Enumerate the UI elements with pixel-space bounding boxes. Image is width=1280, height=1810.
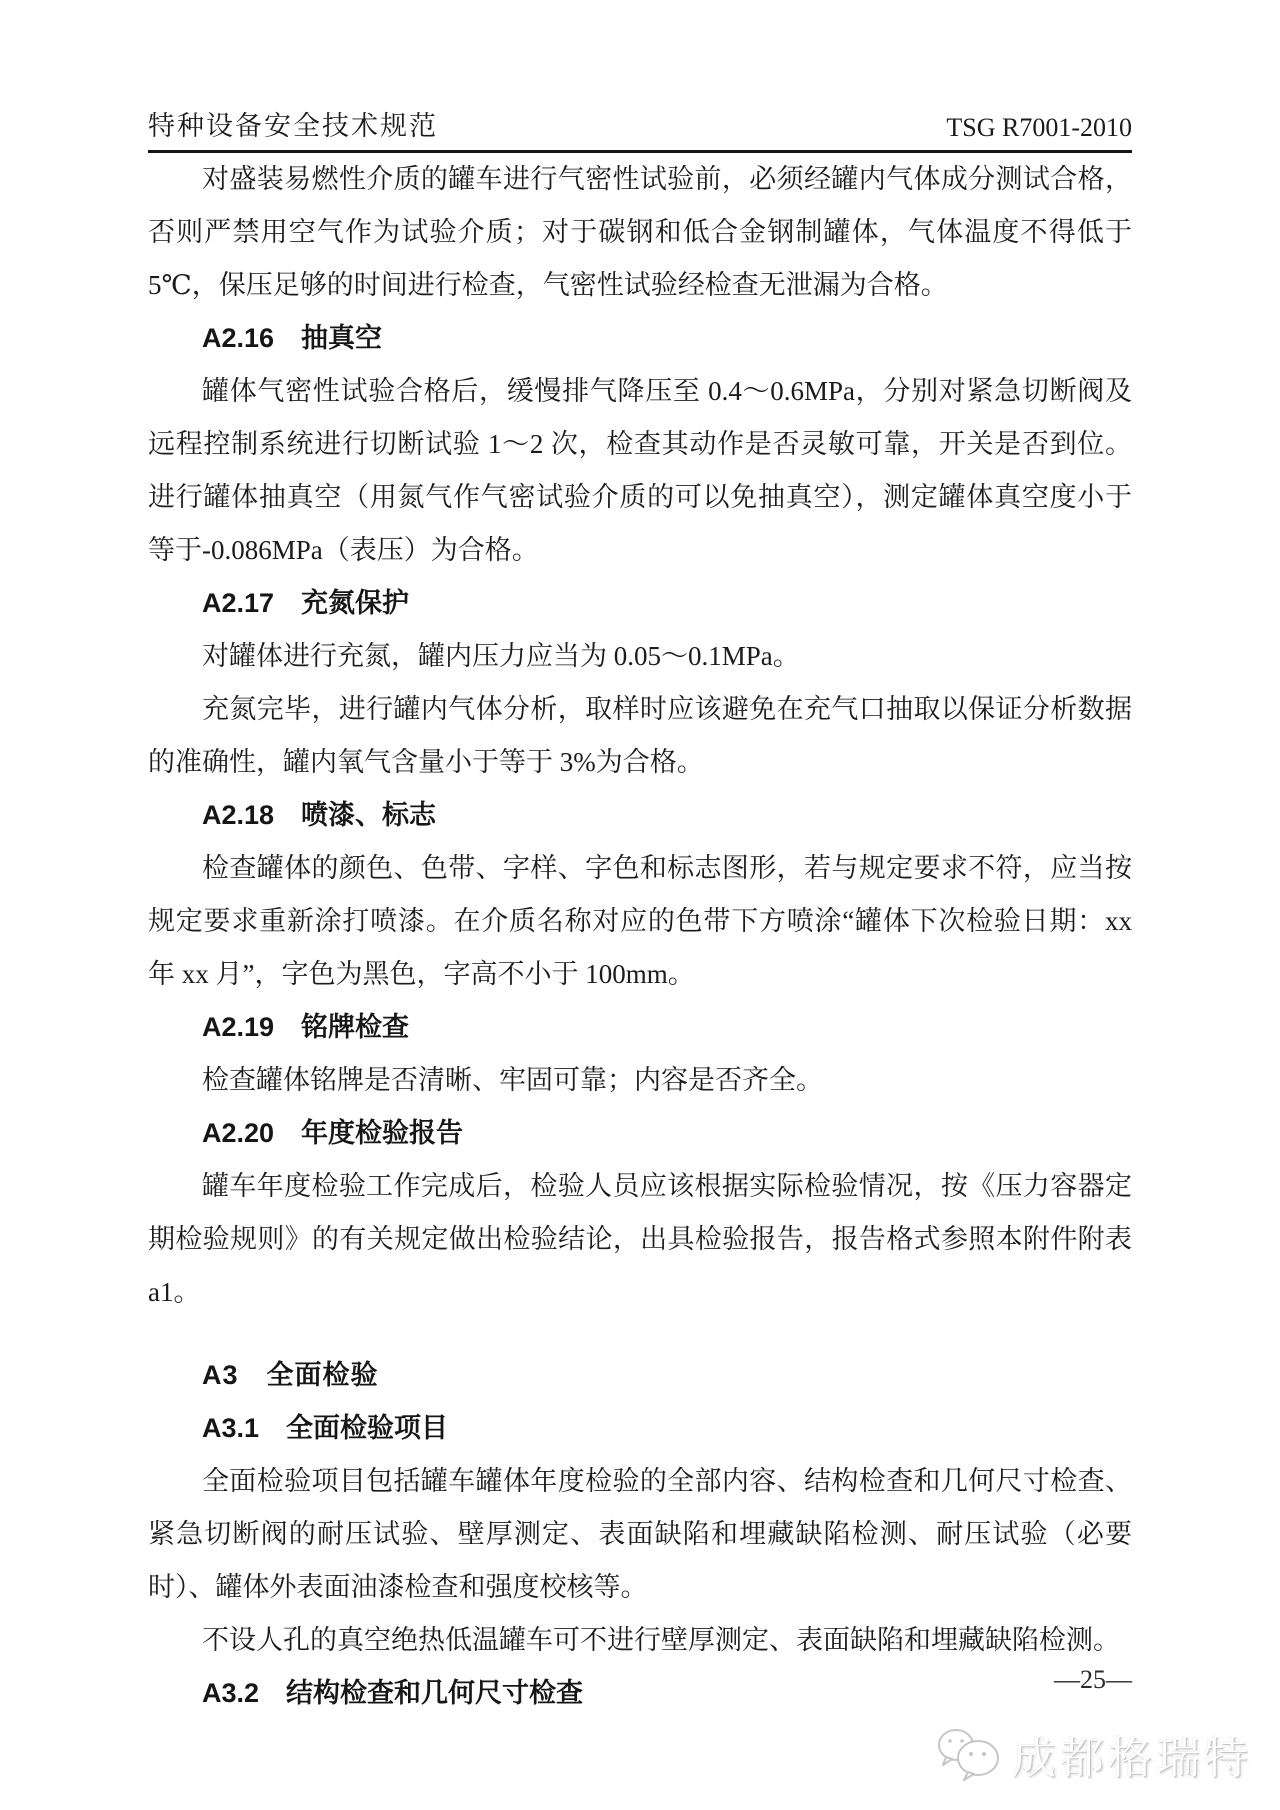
paragraph-a2-20-annual-report: 罐车年度检验工作完成后，检验人员应该根据实际检验情况，按《压力容器定期检验规则》的有关规定做出检验结论，出具检验报告，报告格式参照本附件附表 a1。 [148,1171,1132,1307]
section-heading-a2-17: A2.17 充氮保护 [202,588,410,618]
paragraph-a2-16-vacuum: 罐体气密性试验合格后，缓慢排气降压至 0.4～0.6MPa，分别对紧急切断阀及远程控制系统进行切断试验 1～2 次，检查其动作是否灵敏可靠，开关是否到位。进行罐体抽真空（用氮气作气密试验介质的可以免抽真空），测定罐体真空度小于等于-0.086MPa（表压）为合格。 [148,376,1132,565]
section-heading-a2-18: A2.18 喷漆、标志 [202,800,437,830]
section-heading-a2-16: A2.16 抽真空 [202,323,383,353]
section-heading-a3-2: A3.2 结构检查和几何尺寸检查 [202,1678,584,1708]
section-heading-a3-1: A3.1 全面检验项目 [202,1413,449,1443]
page-body [148,153,1132,1720]
section-heading-a2-20: A2.20 年度检验报告 [202,1118,464,1148]
paragraph-a2-17-nitrogen-pressure: 对罐体进行充氮，罐内压力应当为 0.05～0.1MPa。 [202,641,800,671]
page-number: —25— [1054,1665,1132,1694]
page-header [148,0,1132,153]
watermark [936,1722,1252,1786]
paragraph-a2-19-nameplate: 检查罐体铭牌是否清晰、牢固可靠；内容是否齐全。 [202,1065,823,1095]
wechat-icon [936,1725,1002,1783]
paragraph-a3-1-full-inspection-items: 全面检验项目包括罐车罐体年度检验的全部内容、结构检查和几何尺寸检查、紧急切断阀的耐压试验、壁厚测定、表面缺陷和埋藏缺陷检测、耐压试验（必要时）、罐体外表面油漆检查和强度校核等。 [148,1466,1132,1602]
section-heading-a3: A3 全面检验 [202,1360,379,1390]
paragraph-a3-1-no-manhole: 不设人孔的真空绝热低温罐车可不进行壁厚测定、表面缺陷和埋藏缺陷检测。 [202,1625,1120,1655]
header-document-code: TSG R7001-2010 [946,113,1132,142]
paragraph-airtightness-intro: 对盛装易燃性介质的罐车进行气密性试验前，必须经罐内气体成分测试合格，否则严禁用空气作为试验介质；对于碳钢和低合金钢制罐体，气体温度不得低于 5℃，保压足够的时间进行检查，气密性试验经检查无泄漏为合格。 [148,164,1132,300]
paragraph-a2-17-gas-analysis: 充氮完毕，进行罐内气体分析，取样时应该避免在充气口抽取以保证分析数据的准确性，罐内氧气含量小于等于 3%为合格。 [148,694,1132,777]
watermark-text: 成都格瑞特 [1012,1734,1252,1783]
section-heading-a2-19: A2.19 铭牌检查 [202,1012,410,1042]
header-title: 特种设备安全技术规范 [148,111,438,141]
paragraph-a2-18-paint-marking: 检查罐体的颜色、色带、字样、字色和标志图形，若与规定要求不符，应当按规定要求重新涂打喷漆。在介质名称对应的色带下方喷涂“罐体下次检验日期：xx 年 xx 月”，字色为黑色，字高不小于 100mm。 [148,853,1132,989]
